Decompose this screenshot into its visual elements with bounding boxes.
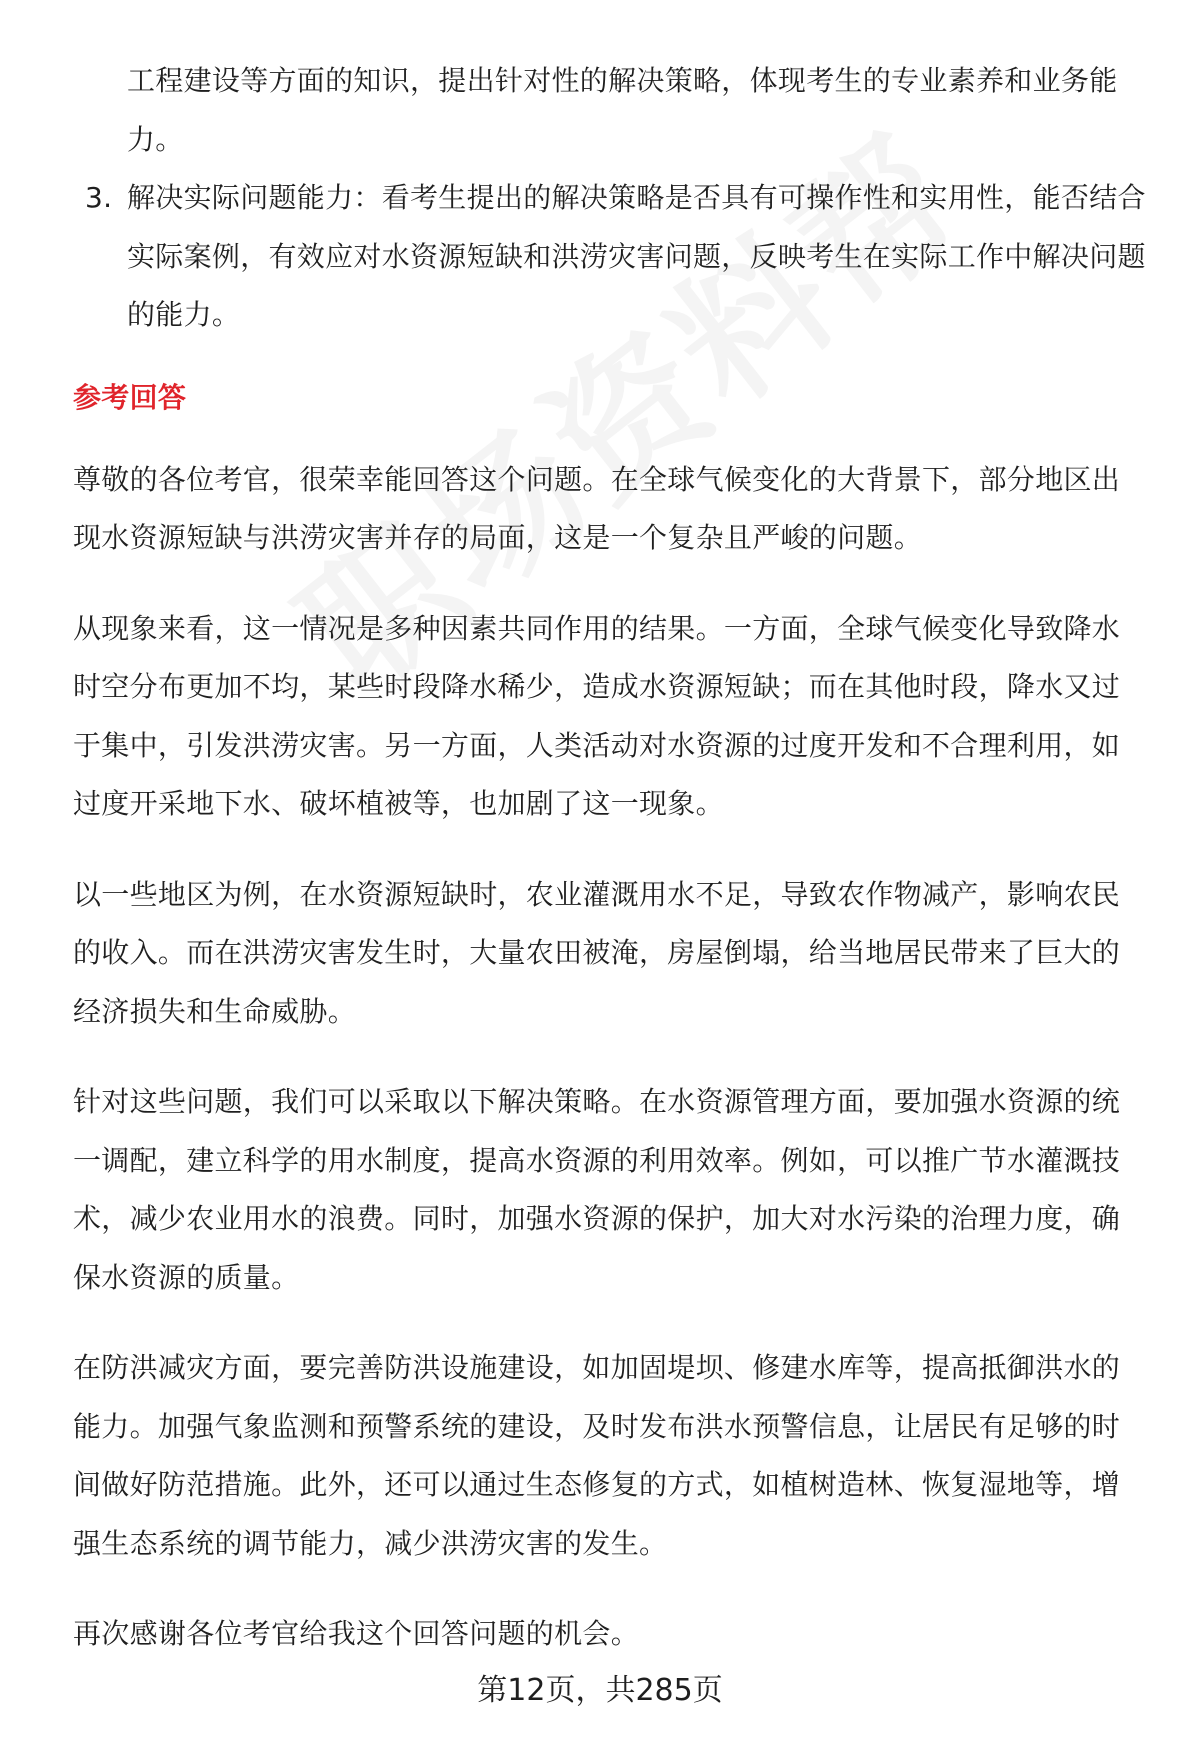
answer-paragraph-1: 尊敬的各位考官，很荣幸能回答这个问题。在全球气候变化的大背景下，部分地区出现水资源短缺与洪涝灾害并存的局面，这是一个复杂且严峻的问题。 [73, 462, 1121, 554]
page-number-footer: 第12页，共285页 [477, 1673, 723, 1708]
answer-paragraph-5: 在防洪减灾方面，要完善防洪设施建设，如加固堤坝、修建水库等，提高抵御洪水的能力。加强气象监测和预警系统的建设，及时发布洪水预警信息，让居民有足够的时间做好防范措施。此外，还可以通过生态修复的方式，如植树造林、恢复湿地等，增强生态系统的调节能力，减少洪涝灾害的发生。 [73, 1351, 1121, 1560]
answer-paragraph-3: 以一些地区为例，在水资源短缺时，农业灌溉用水不足，导致农作物减产，影响农民的收入。而在洪涝灾害发生时，大量农田被淹，房屋倒塌，给当地居民带来了巨大的经济损失和生命威胁。 [73, 877, 1121, 1028]
answer-paragraph-6: 再次感谢各位考官给我这个回答问题的机会。 [73, 1617, 640, 1650]
section-title-reference-answer: 参考回答 [73, 380, 187, 414]
document-content [73, 52, 1148, 1664]
list-item-text: 解决实际问题能力：看考生提出的解决策略是否具有可操作性和实用性，能否结合实际案例，有效应对水资源短缺和洪涝灾害问题，反映考生在实际工作中解决问题的能力。 [127, 181, 1146, 331]
intro-continuation: 工程建设等方面的知识，提出针对性的解决策略，体现考生的专业素养和业务能力。 [127, 64, 1118, 156]
answer-paragraph-2: 从现象来看，这一情况是多种因素共同作用的结果。一方面，全球气候变化导致降水时空分布更加不均，某些时段降水稀少，造成水资源短缺；而在其他时段，降水又过于集中，引发洪涝灾害。另一方面，人类活动对水资源的过度开发和不合理利用，如过度开采地下水、破坏植被等，也加剧了这一现象。 [73, 611, 1121, 820]
criteria-item-3 [73, 169, 1148, 345]
list-number: 3. [85, 181, 113, 214]
answer-paragraph-4: 针对这些问题，我们可以采取以下解决策略。在水资源管理方面，要加强水资源的统一调配，建立科学的用水制度，提高水资源的利用效率。例如，可以推广节水灌溉技术，减少农业用水的浪费。同时，加强水资源的保护，加大对水污染的治理力度，确保水资源的质量。 [73, 1085, 1121, 1294]
